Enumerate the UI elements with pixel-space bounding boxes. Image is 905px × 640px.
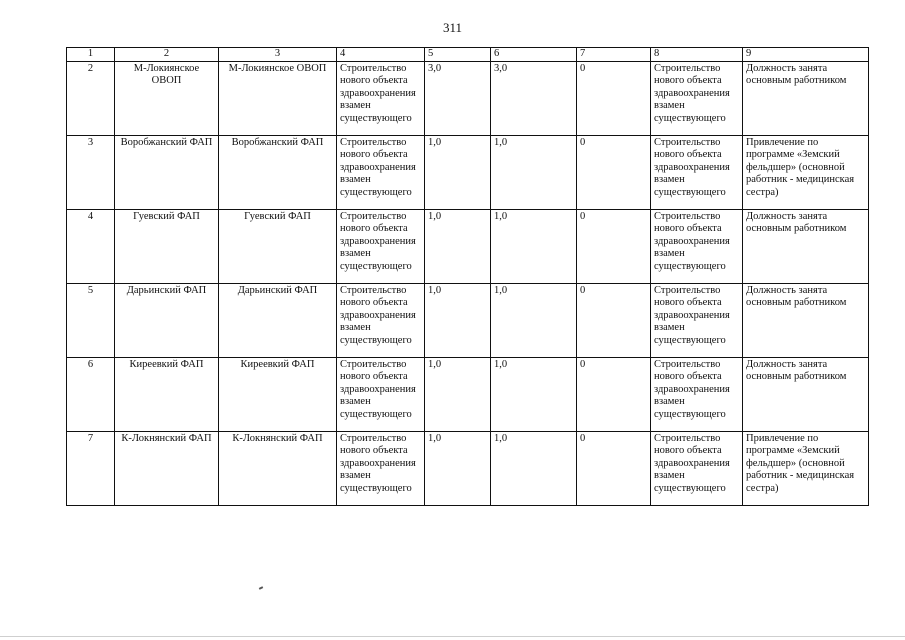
facility-type-cell: М-Локиянское ОВОП [219,61,337,135]
staffing-cell: Должность занята основным работником [743,61,869,135]
action-cell: Строительство нового объекта здравоохранения взамен существующего [651,357,743,431]
staffing-cell: Привлечение по программе «Земский фельдшер» (основной работник - медицинская сестра) [743,135,869,209]
header-row [67,48,869,62]
header-cell: 4 [337,48,425,62]
value-cell: 1,0 [425,209,491,283]
row-number-cell: 6 [67,357,115,431]
facility-name-cell: М-Локиянское ОВОП [115,61,219,135]
table-row [67,135,869,209]
facility-type-cell: Киреевкий ФАП [219,357,337,431]
page-number: 311 [442,20,463,35]
staffing-cell: Привлечение по программе «Земский фельдшер» (основной работник - медицинская сестра) [743,431,869,505]
header-cell: 8 [651,48,743,62]
table-row [67,357,869,431]
value-cell: 1,0 [491,283,577,357]
value-cell: 1,0 [491,209,577,283]
facility-name-cell: К-Локнянский ФАП [115,431,219,505]
value-cell: 0 [577,61,651,135]
value-cell: 1,0 [491,431,577,505]
header-cell: 2 [115,48,219,62]
table-row [67,283,869,357]
page-edge [0,636,905,637]
action-cell: Строительство нового объекта здравоохранения взамен существующего [337,357,425,431]
value-cell: 1,0 [425,283,491,357]
action-cell: Строительство нового объекта здравоохранения взамен существующего [337,283,425,357]
value-cell: 1,0 [425,431,491,505]
value-cell: 3,0 [491,61,577,135]
row-number-cell: 7 [67,431,115,505]
value-cell: 0 [577,283,651,357]
value-cell: 0 [577,209,651,283]
value-cell: 0 [577,431,651,505]
facility-type-cell: Дарьинский ФАП [219,283,337,357]
value-cell: 0 [577,135,651,209]
action-cell: Строительство нового объекта здравоохранения взамен существующего [651,61,743,135]
action-cell: Строительство нового объекта здравоохранения взамен существующего [651,209,743,283]
action-cell: Строительство нового объекта здравоохранения взамен существующего [651,135,743,209]
value-cell: 0 [577,357,651,431]
row-number-cell: 4 [67,209,115,283]
facility-type-cell: Гуевский ФАП [219,209,337,283]
table-row [67,61,869,135]
action-cell: Строительство нового объекта здравоохранения взамен существующего [651,283,743,357]
row-number-cell: 3 [67,135,115,209]
value-cell: 1,0 [491,135,577,209]
scan-mark [259,586,263,590]
facility-table [66,47,869,506]
header-cell: 5 [425,48,491,62]
facility-type-cell: К-Локнянский ФАП [219,431,337,505]
action-cell: Строительство нового объекта здравоохранения взамен существующего [337,209,425,283]
facility-name-cell: Воробжанский ФАП [115,135,219,209]
staffing-cell: Должность занята основным работником [743,209,869,283]
header-cell: 3 [219,48,337,62]
facility-type-cell: Воробжанский ФАП [219,135,337,209]
value-cell: 1,0 [425,357,491,431]
header-cell: 9 [743,48,869,62]
facility-name-cell: Дарьинский ФАП [115,283,219,357]
table-row [67,209,869,283]
facility-name-cell: Киреевкий ФАП [115,357,219,431]
value-cell: 1,0 [491,357,577,431]
facility-name-cell: Гуевский ФАП [115,209,219,283]
row-number-cell: 2 [67,61,115,135]
header-cell: 1 [67,48,115,62]
table-row [67,431,869,505]
action-cell: Строительство нового объекта здравоохранения взамен существующего [651,431,743,505]
action-cell: Строительство нового объекта здравоохранения взамен существующего [337,135,425,209]
header-cell: 7 [577,48,651,62]
action-cell: Строительство нового объекта здравоохранения взамен существующего [337,61,425,135]
staffing-cell: Должность занята основным работником [743,357,869,431]
value-cell: 3,0 [425,61,491,135]
action-cell: Строительство нового объекта здравоохранения взамен существующего [337,431,425,505]
row-number-cell: 5 [67,283,115,357]
staffing-cell: Должность занята основным работником [743,283,869,357]
value-cell: 1,0 [425,135,491,209]
header-cell: 6 [491,48,577,62]
